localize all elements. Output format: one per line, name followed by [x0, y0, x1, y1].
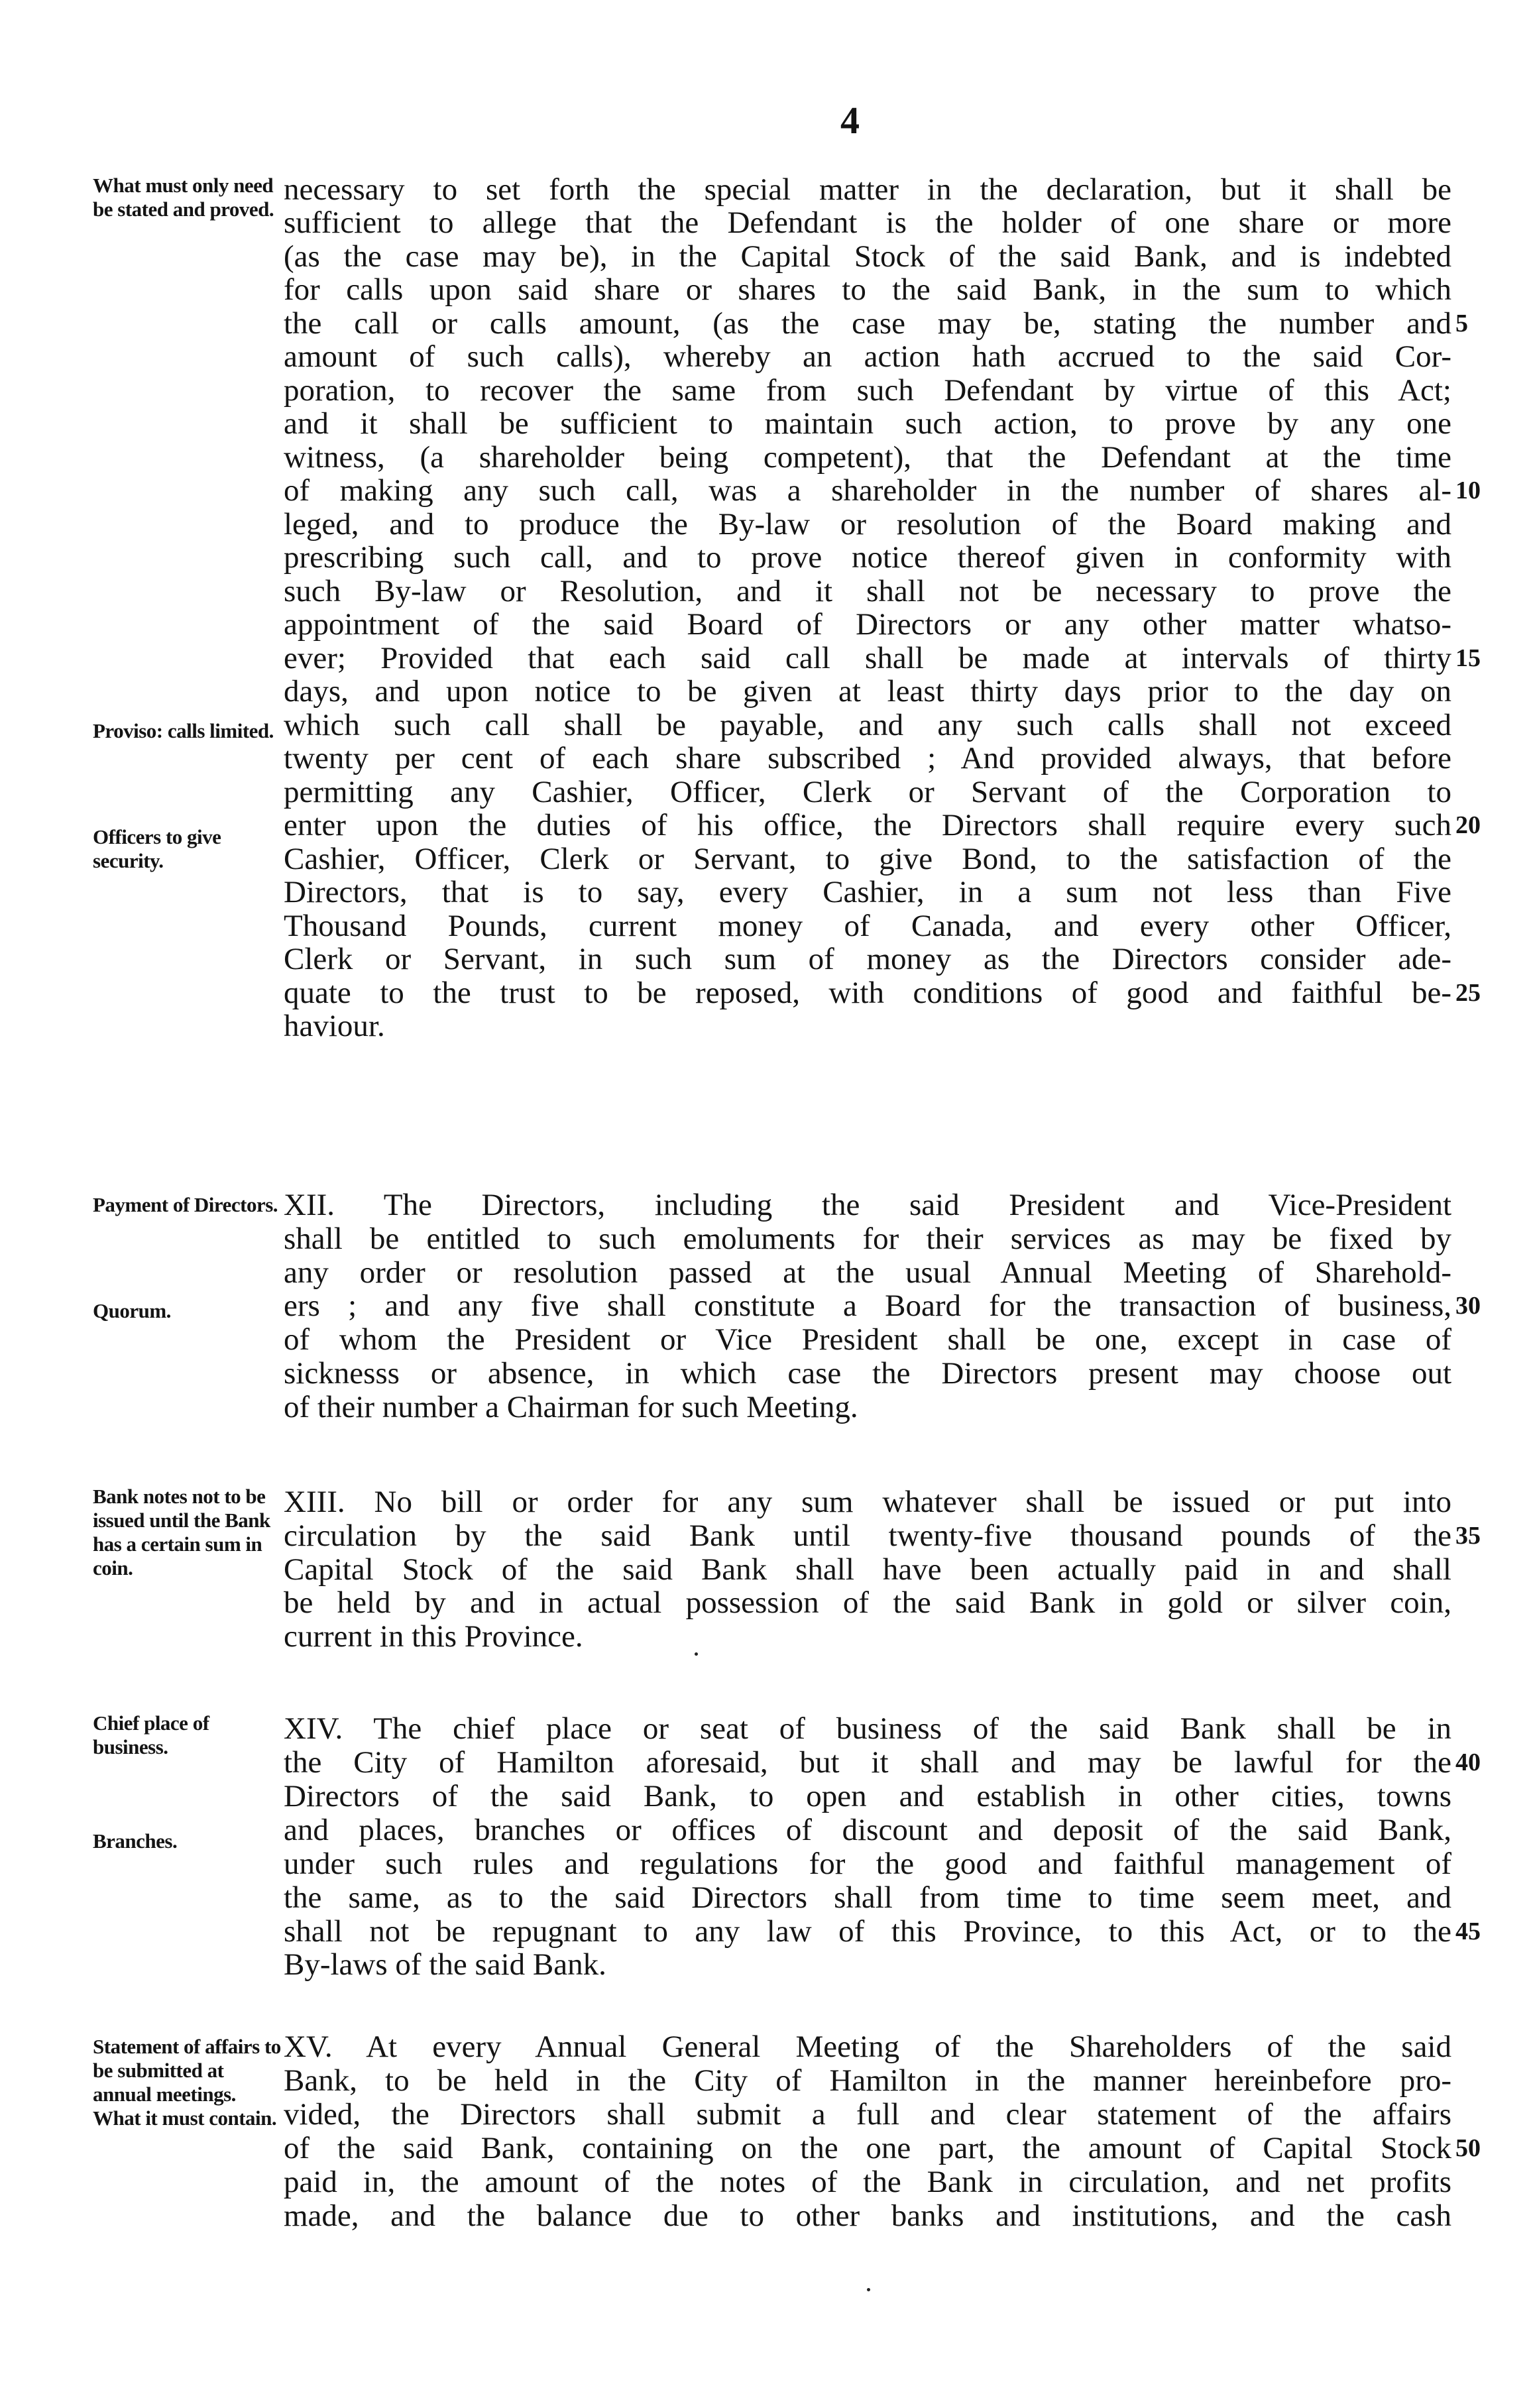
text-line: Capital Stock of the said Bank shall have been actually paid in and shall [284, 1552, 1451, 1587]
text-line: necessary to set forth the special matter in the declaration, but it shall be [284, 172, 1451, 207]
text-line: (as the case may be), in the Capital Stock of the said Bank, and is indebted [284, 239, 1451, 274]
text-line: quate to the trust to be reposed, with conditions of good and faithful be- [284, 976, 1451, 1010]
text-line: sicknesss or absence, in which case the Directors present may choose out [284, 1356, 1451, 1391]
text-line: Cashier, Officer, Clerk or Servant, to give Bond, to the satisfaction of the [284, 842, 1451, 876]
text-line: haviour. [284, 1009, 385, 1043]
text-line: permitting any Cashier, Officer, Clerk or Servant of the Corporation to [284, 775, 1451, 809]
side-note-what-must-be-stated: What must only need be stated and proved. [93, 174, 274, 221]
text-line: of the said Bank, containing on the one part, the amount of Capital Stock [284, 2131, 1451, 2165]
ink-speck [867, 2288, 870, 2291]
text-line: of whom the President or Vice President shall be one, except in case of [284, 1322, 1451, 1357]
text-line: XII. The Directors, including the said President and Vice-President [284, 1188, 1451, 1222]
text-line: XIV. The chief place or seat of business of the said Bank shall be in [284, 1711, 1451, 1746]
text-line: shall not be repugnant to any law of this Province, to this Act, or to the [284, 1914, 1451, 1949]
text-line: XIII. No bill or order for any sum whatever shall be issued or put into [284, 1485, 1451, 1519]
text-line: leged, and to produce the By-law or resolution of the Board making and [284, 507, 1451, 542]
text-line: paid in, the amount of the notes of the Bank in circulation, and net profits [284, 2165, 1451, 2199]
text-line: the same, as to the said Directors shall from time to time seem meet, and [284, 1880, 1451, 1915]
text-line: of their number a Chairman for such Meeting. [284, 1390, 858, 1424]
text-line: be held by and in actual possession of the said Bank in gold or silver coin, [284, 1585, 1451, 1620]
line-number: 15 [1455, 644, 1481, 672]
text-line: days, and upon notice to be given at least thirty days prior to the day on [284, 674, 1451, 709]
line-number: 50 [1455, 2134, 1481, 2162]
side-note-chief-place-of-business: Chief place of business. [93, 1711, 209, 1758]
text-line: for calls upon said share or shares to the said Bank, in the sum to which [284, 272, 1451, 307]
text-line: circulation by the said Bank until twenty-five thousand pounds of the [284, 1519, 1451, 1553]
text-line: sufficient to allege that the Defendant is the holder of one share or more [284, 205, 1451, 240]
text-line: such By-law or Resolution, and it shall not be necessary to prove the [284, 574, 1451, 608]
side-note-proviso-calls-limited: Proviso: calls limited. [93, 719, 274, 742]
text-line: Bank, to be held in the City of Hamilton in the manner hereinbefore pro- [284, 2063, 1451, 2098]
text-line: XV. At every Annual General Meeting of the Shareholders of the said [284, 2030, 1451, 2064]
side-note-officers-to-give-security: Officers to give security. [93, 825, 221, 872]
side-note-payment-of-directors: Payment of Directors. [93, 1193, 278, 1216]
line-number: 40 [1455, 1749, 1481, 1776]
side-note-branches: Branches. [93, 1829, 178, 1853]
text-line: Thousand Pounds, current money of Canada, and every other Officer, [284, 909, 1451, 943]
text-line: appointment of the said Board of Directors or any other matter whatso- [284, 607, 1451, 642]
text-line: the City of Hamilton aforesaid, but it shall and may be lawful for the [284, 1745, 1451, 1780]
line-number: 30 [1455, 1292, 1481, 1320]
text-line: ers ; and any five shall constitute a Board for the transaction of business, [284, 1289, 1451, 1323]
line-number: 20 [1455, 811, 1481, 839]
side-note-bank-notes-not-issued: Bank notes not to be issued until the Bank has a certain sum in coin. [93, 1485, 270, 1579]
line-number: 10 [1455, 477, 1481, 504]
text-line: made, and the balance due to other banks and institutions, and the cash [284, 2199, 1451, 2233]
text-line: poration, to recover the same from such Defendant by virtue of this Act; [284, 373, 1451, 408]
text-line: Directors, that is to say, every Cashier, in a sum not less than Five [284, 875, 1451, 909]
side-note-quorum: Quorum. [93, 1299, 171, 1322]
text-line: current in this Province. [284, 1619, 583, 1654]
text-line: any order or resolution passed at the usual Annual Meeting of Sharehold- [284, 1255, 1451, 1290]
page-number: 4 [840, 99, 860, 142]
text-line: shall be entitled to such emoluments for their services as may be fixed by [284, 1222, 1451, 1256]
text-line: which such call shall be payable, and any such calls shall not exceed [284, 708, 1451, 742]
text-line: twenty per cent of each share subscribed ; And provided always, that before [284, 741, 1451, 775]
ink-speck [695, 1652, 698, 1656]
text-line: Directors of the said Bank, to open and establish in other cities, towns [284, 1779, 1451, 1813]
text-line: ever; Provided that each said call shall be made at intervals of thirty [284, 641, 1451, 675]
text-line: By-laws of the said Bank. [284, 1947, 606, 1982]
text-line: under such rules and regulations for the good and faithful management of [284, 1847, 1451, 1881]
text-line: witness, (a shareholder being competent), that the Defendant at the time [284, 440, 1451, 475]
line-number: 35 [1455, 1522, 1481, 1550]
text-line: the call or calls amount, (as the case may be, stating the number and [284, 306, 1451, 341]
text-line: prescribing such call, and to prove notice thereof given in conformity with [284, 540, 1451, 575]
text-line: amount of such calls), whereby an action hath accrued to the said Cor- [284, 339, 1451, 374]
text-line: and places, branches or offices of discount and deposit of the said Bank, [284, 1813, 1451, 1847]
text-line: Clerk or Servant, in such sum of money as the Directors consider ade- [284, 942, 1451, 976]
text-line: enter upon the duties of his office, the Directors shall require every such [284, 808, 1451, 842]
line-number: 45 [1455, 1918, 1481, 1945]
text-line: vided, the Directors shall submit a full and clear statement of the affairs [284, 2097, 1451, 2132]
line-number: 5 [1455, 310, 1468, 337]
side-note-statement-of-affairs: Statement of affairs to be submitted at annual meetings. What it must contain. [93, 2035, 281, 2130]
text-line: of making any such call, was a shareholder in the number of shares al- [284, 473, 1451, 508]
line-number: 25 [1455, 979, 1481, 1007]
text-line: and it shall be sufficient to maintain such action, to prove by any one [284, 406, 1451, 441]
